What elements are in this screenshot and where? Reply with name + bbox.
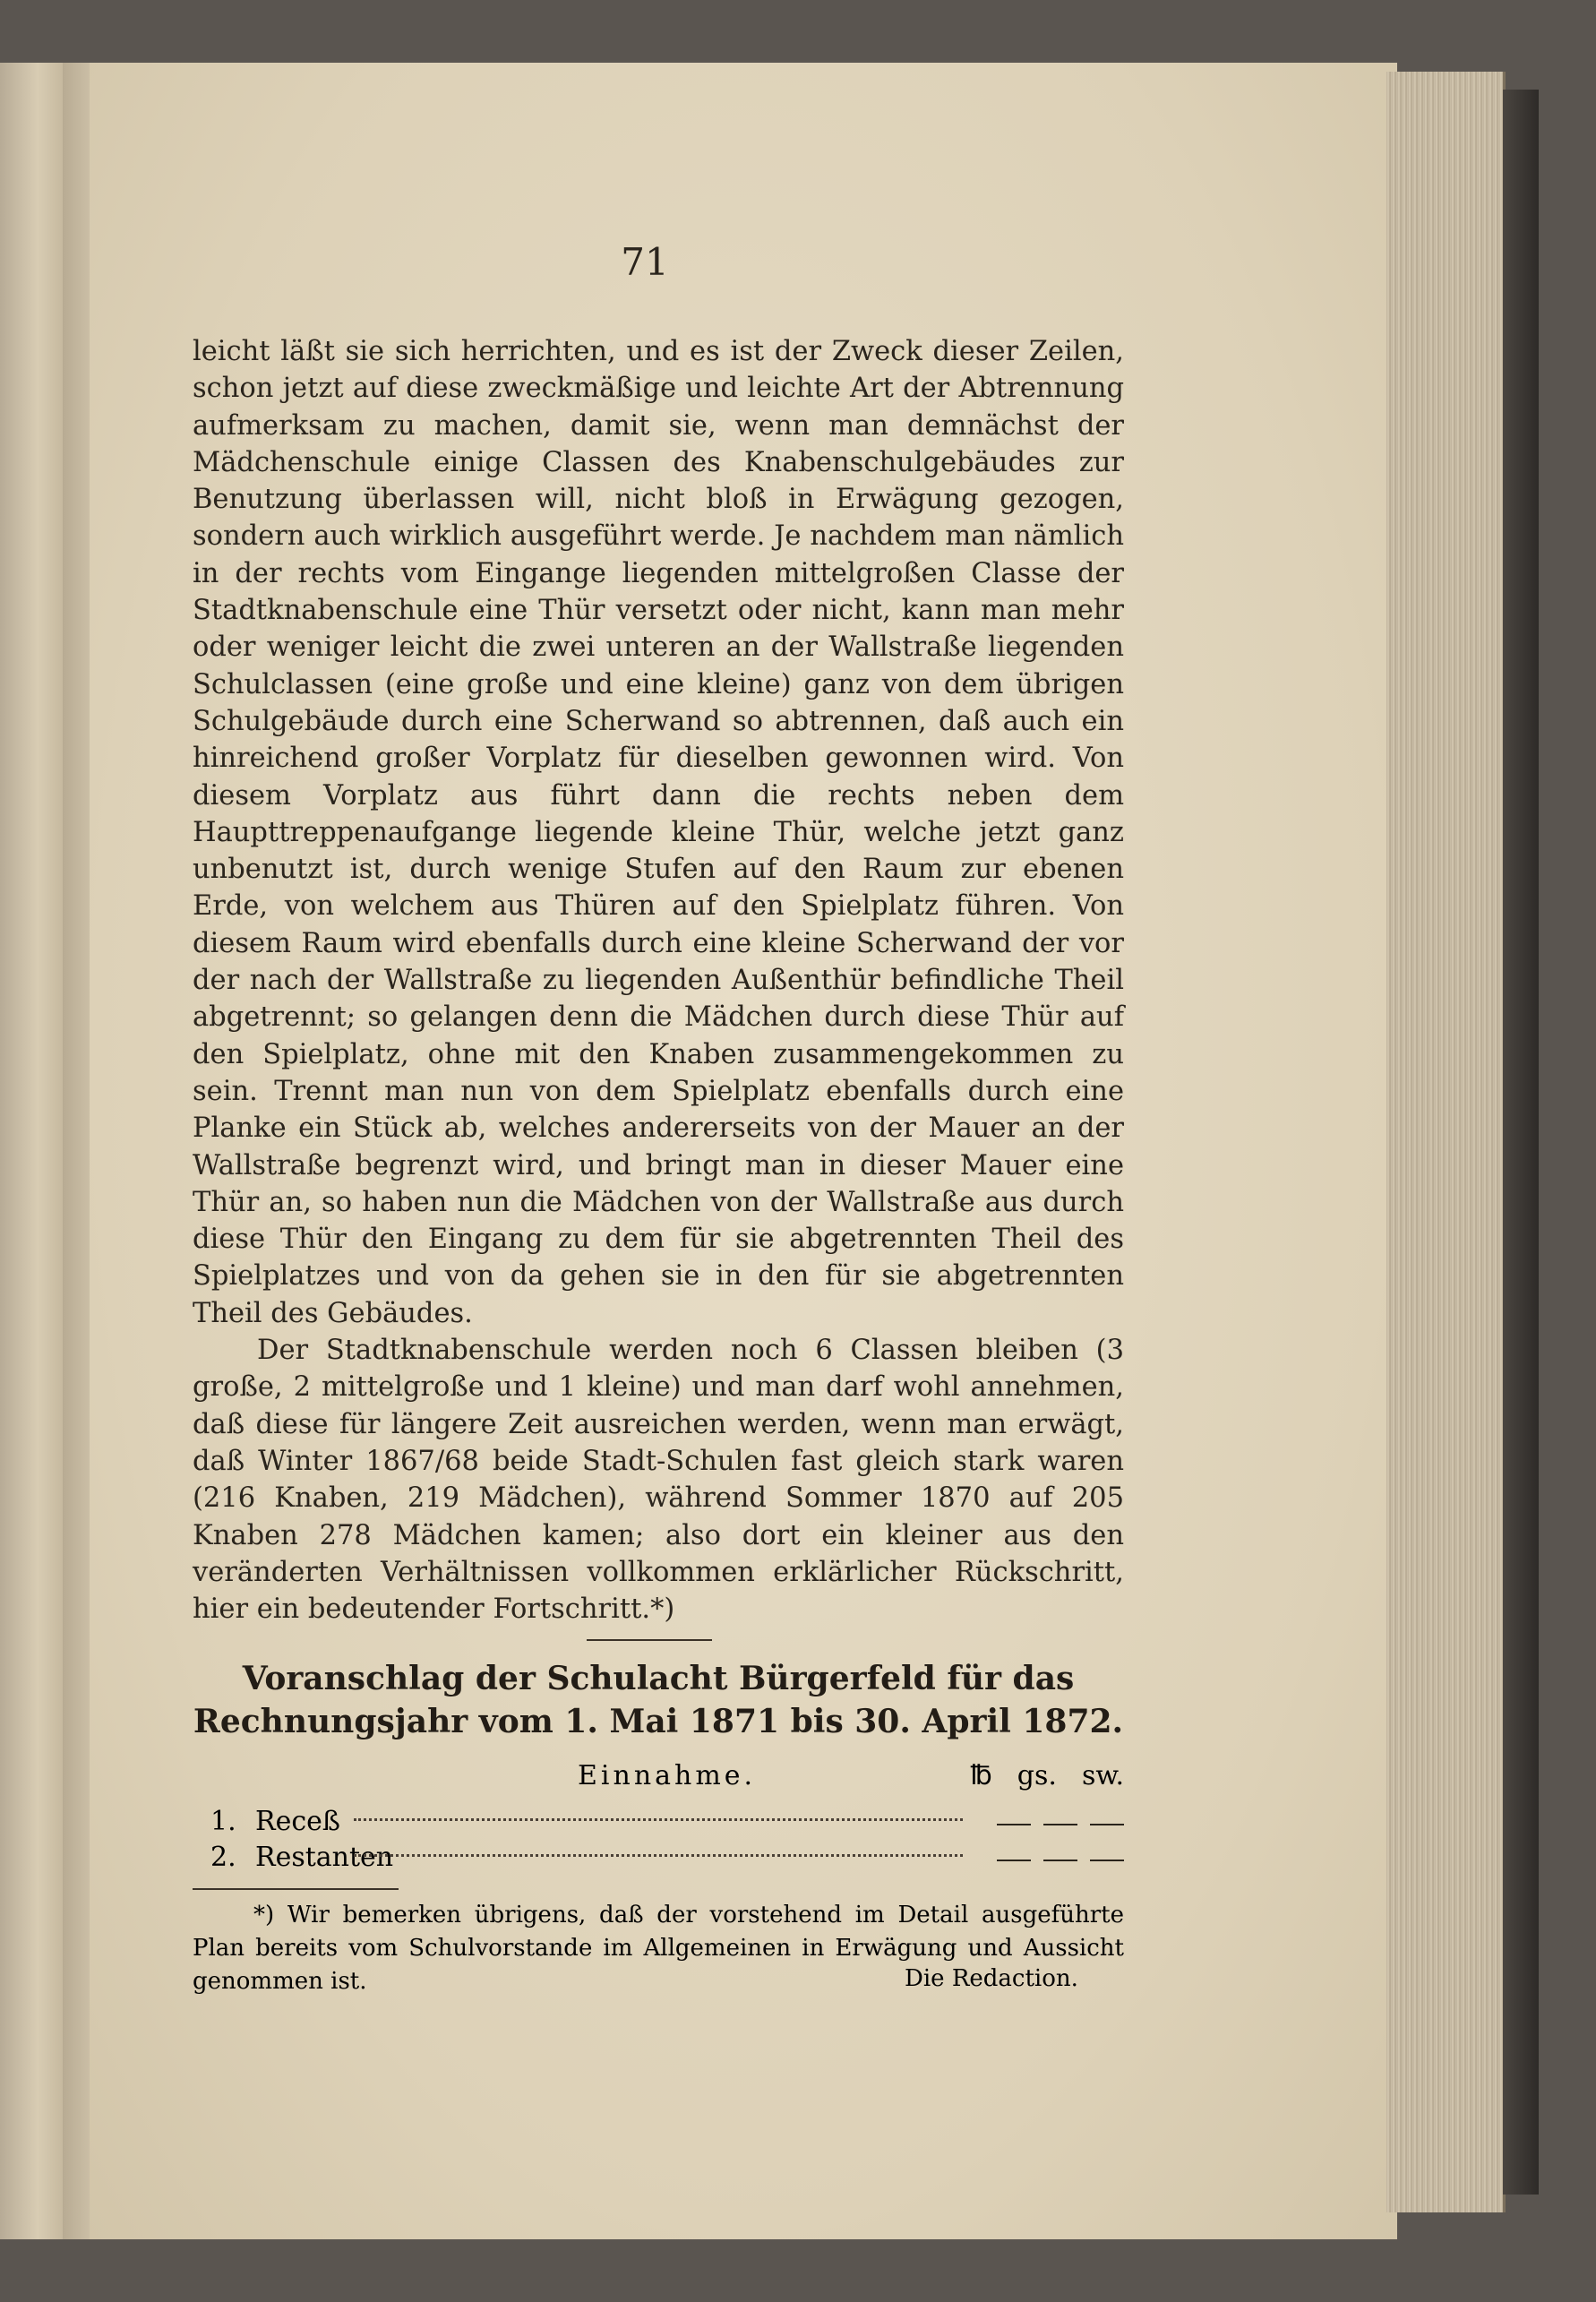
item-label: Restanten (255, 1842, 394, 1873)
book-cover-edge (1503, 90, 1539, 2195)
column-header: sw. (1081, 1760, 1124, 1791)
item-values (997, 1806, 1124, 1825)
page-number: 71 (621, 240, 669, 284)
page-block-edge (1386, 72, 1506, 2212)
value-dash (1090, 1860, 1124, 1861)
value-dash (1043, 1860, 1077, 1861)
section-divider (587, 1639, 712, 1641)
footnote-rule (193, 1888, 399, 1890)
table-row (193, 1806, 1124, 1842)
einnahme-header-row (193, 1760, 1124, 1800)
column-header: ℔ (970, 1760, 992, 1791)
item-values (997, 1842, 1124, 1861)
item-number: 2. (210, 1842, 236, 1873)
section-label: Einnahme. (578, 1760, 757, 1791)
item-label: Receß (255, 1806, 340, 1837)
signature: Die Redaction. (905, 1965, 1078, 1992)
value-dash (1090, 1824, 1124, 1825)
leader-dots (354, 1818, 963, 1821)
paragraph: Der Stadtknabenschule werden noch 6 Classen bleiben (3 große, 2 mittelgroße und 1 kleine) und man darf wohl annehmen, daß diese für längere Zeit ausreichen werden, wenn man erwägt, daß Winter 1867/68 beide Stadt-Schulen fast gleich stark waren (216 Knaben, 219 Mädchen), während Sommer 1870 auf 205 Knaben 278 Mädchen kamen; also dort ein kleiner aus den veränderten Verhältnissen vollkommen erklärlicher Rückschritt, hier ein bedeutender Fortschritt.*) (193, 1335, 1124, 1626)
column-header: gs. (1017, 1760, 1057, 1791)
leader-dots (354, 1854, 963, 1857)
item-number: 1. (210, 1806, 236, 1837)
value-dash (1043, 1824, 1077, 1825)
value-dash (997, 1824, 1031, 1825)
left-page-edge (0, 63, 64, 2239)
budget-heading: Voranschlag der Schulacht Bürgerfeld für das Rechnungsjahr vom 1. Mai 1871 bis 30. April 1872. (193, 1660, 1124, 1740)
paragraph: leicht läßt sie sich herrichten, und es ist der Zweck dieser Zeilen, schon jetzt auf diese zweckmäßige und leichte Art der Abtrennung aufmerksam zu machen, damit sie, wenn man demnächst der Mädchenschule einige Classen des Knabenschulgebäudes zur Benutzung überlassen will, nicht bloß in Erwägung gezogen, sondern auch wirklich ausgeführt werde. Je nachdem man nämlich in der rechts vom Eingange liegenden mittelgroßen Classe der Stadtknabenschule eine Thür versetzt oder nicht, kann man mehr oder weniger leicht die zwei unteren an der Wallstraße liegenden Schulclassen (eine große und eine kleine) ganz von dem übrigen Schulgebäude durch eine Scherwand so abtrennen, daß auch ein hinreichend großer Vorplatz für dieselben gewonnen wird. Von diesem Vorplatz aus führt dann die rechts neben dem Haupttreppenaufgange liegende kleine Thür, welche jetzt ganz unbenutzt ist, durch wenige Stufen auf den Raum zur ebenen Erde, von welchem aus Thüren auf den Spielplatz führen. Von diesem Raum wird ebenfalls durch eine kleine Scherwand der vor der nach der Wallstraße zu liegenden Außenthür befindliche Theil abgetrennt; so gelangen denn die Mädchen durch diese Thür auf den Spielplatz, ohne mit den Knaben zusammengekommen zu sein. Trennt man nun von dem Spielplatz ebenfalls durch eine Planke ein Stück ab, welches andererseits von der Mauer an der Wallstraße begrenzt wird, und bringt man in dieser Mauer eine Thür an, so haben nun die Mädchen von der Wallstraße aus durch diese Thür den Eingang zu dem für sie abgetrennten Theil des Spielplatzes und von da gehen sie in den für sie abgetrennten Theil des Gebäudes. (193, 336, 1124, 1329)
footnote-text: *) Wir bemerken übrigens, daß der vorstehend im Detail ausgeführte Plan bereits vom Schulvorstande im Allgemeinen in Erwägung und Aussicht genommen ist. (193, 1902, 1124, 1995)
value-dash (997, 1860, 1031, 1861)
column-headers (970, 1760, 1124, 1791)
table-row (193, 1842, 1124, 1877)
body-text (193, 333, 1124, 1628)
